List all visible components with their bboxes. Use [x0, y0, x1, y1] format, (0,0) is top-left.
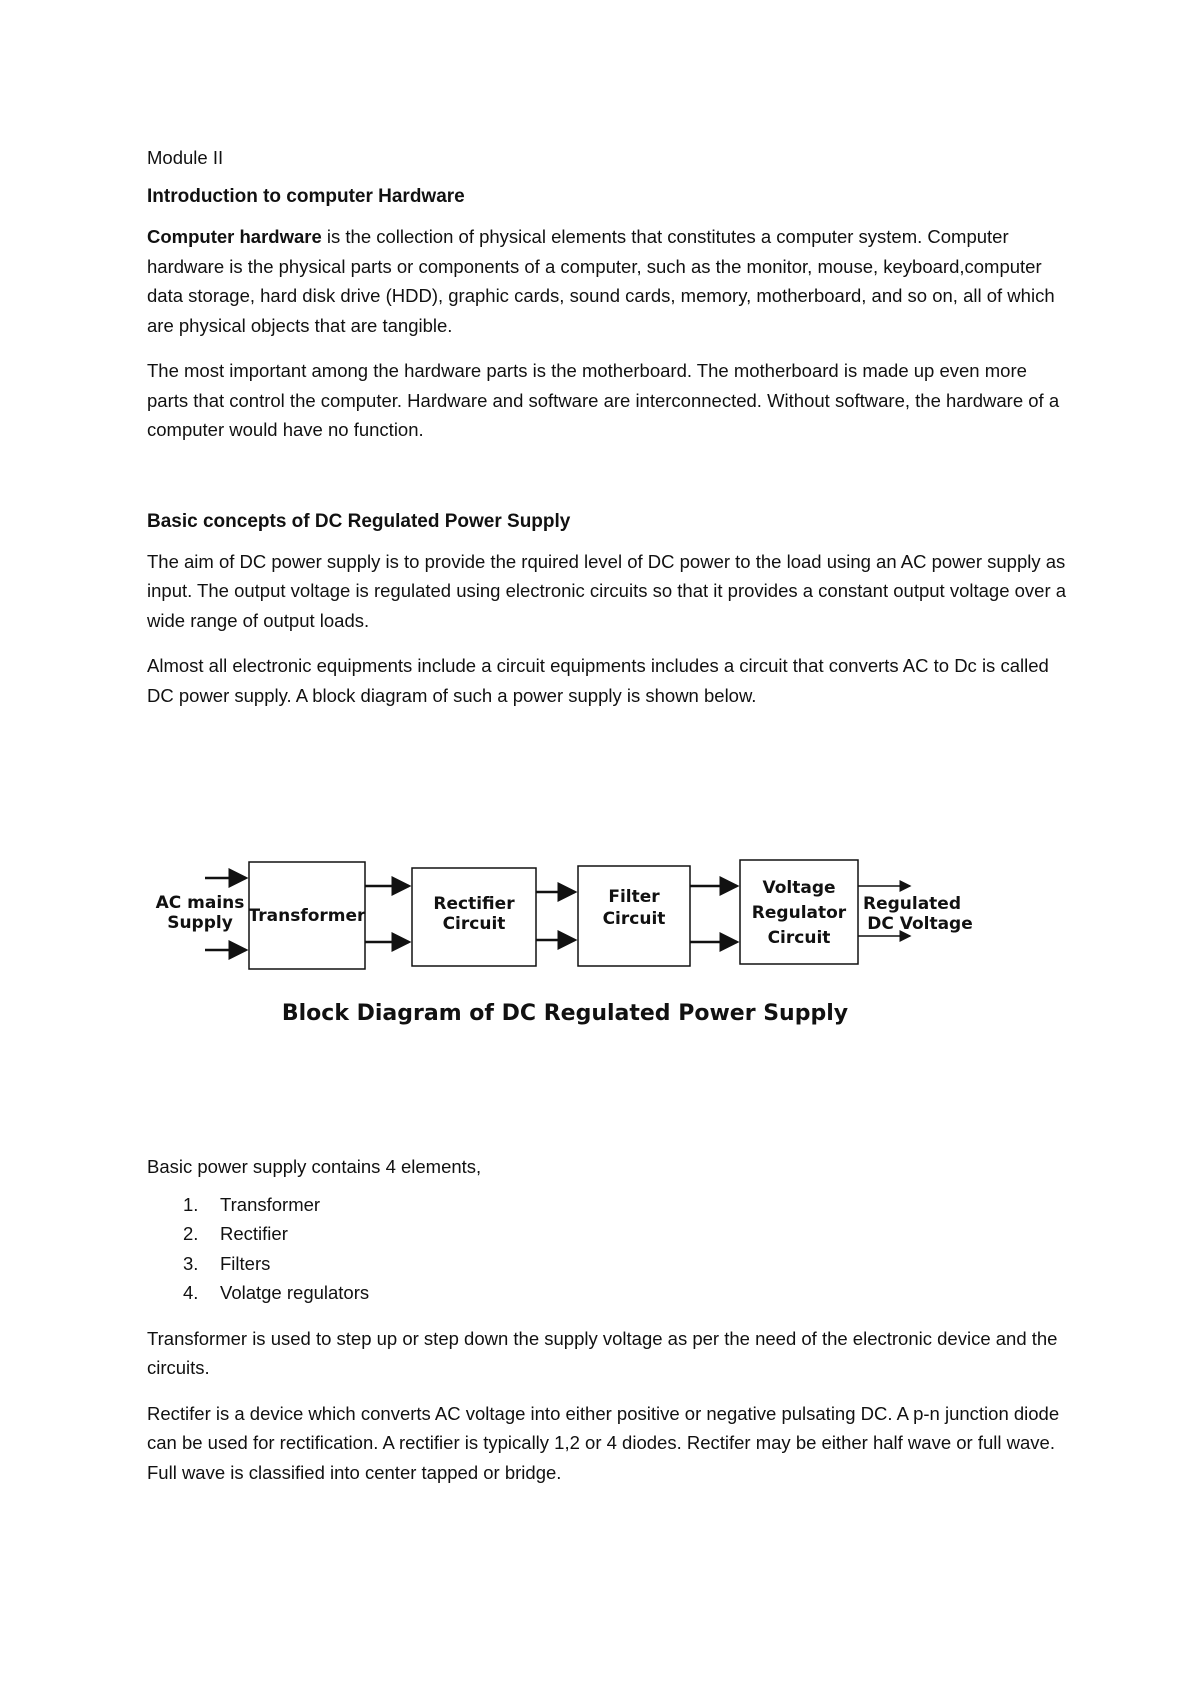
- document-page-lower: [147, 1152, 1067, 1487]
- output-label-line1: Regulated: [862, 894, 962, 914]
- transformer-label: Transformer: [248, 906, 366, 926]
- elements-intro: Basic power supply contains 4 elements,: [147, 1156, 482, 1177]
- rectifier-label-line1: Rectifier: [433, 894, 515, 914]
- list-item: 1. Transformer: [183, 1193, 321, 1215]
- input-label-line1: AC mains: [155, 893, 245, 913]
- list-item: 3. Filters: [183, 1252, 271, 1274]
- block-diagram: [150, 790, 1010, 1080]
- diagram-caption: Block Diagram of DC Regulated Power Supply: [281, 1001, 849, 1026]
- intro-paragraph-2: The most important among the hardware parts is the motherboard. The motherboard is made up even more parts that control the computer. Hardware and software are interconnected. Without software, the hardware of a computer would have no function.: [147, 360, 1060, 440]
- document-page: [147, 146, 1067, 710]
- regulator-label-line3: Circuit: [767, 928, 831, 948]
- regulator-label-line2: Regulator: [751, 903, 847, 923]
- intro-heading: Introduction to computer Hardware: [147, 186, 465, 207]
- rectifier-label-line2: Circuit: [442, 914, 506, 934]
- filter-label-line2: Circuit: [602, 909, 666, 929]
- transformer-paragraph: Transformer is used to step up or step down the supply voltage as per the need of the electronic device and the circuits.: [147, 1327, 1058, 1378]
- regulator-label-line1: Voltage: [762, 878, 836, 898]
- intro-paragraph-1-text: is the collection of physical elements that constitutes a computer system. Computer hardware is the physical parts or components of a computer, such as the monitor, mouse, keyboard,computer data storage, hard disk drive (HDD), graphic cards, sound cards, memory, motherboard, and so on, all of which are physical objects that are tangible.: [147, 226, 1055, 336]
- rectifier-paragraph: Rectifer is a device which converts AC voltage into either positive or negative pulsating DC. A p-n junction diode can be used for rectification. A rectifier is typically 1,2 or 4 diodes. Rectifer may be either half wave or full wave. Full wave is classified into center tapped or bridge.: [147, 1402, 1060, 1483]
- dc-paragraph-2: Almost all electronic equipments include a circuit equipments includes a circuit that converts AC to Dc is called DC power supply. A block diagram of such a power supply is shown below.: [147, 655, 1049, 706]
- list-item: 4. Volatge regulators: [183, 1282, 370, 1303]
- list-item: 2. Rectifier: [183, 1223, 288, 1244]
- filter-label-line1: Filter: [608, 887, 660, 907]
- intro-paragraph-1: [147, 222, 1067, 340]
- dc-heading: Basic concepts of DC Regulated Power Supply: [147, 510, 571, 532]
- elements-list: [147, 1190, 1067, 1308]
- block-diagram-svg: [150, 790, 1010, 1080]
- output-label-line2: DC Voltage: [867, 914, 973, 934]
- input-label-line2: Supply: [167, 913, 233, 933]
- dc-paragraph-1: The aim of DC power supply is to provide the rquired level of DC power to the load using an AC power supply as input. The output voltage is regulated using electronic circuits so that it provides a constant output voltage over a wide range of output loads.: [147, 550, 1067, 631]
- intro-term: Computer hardware: [147, 226, 322, 247]
- module-label: Module II: [147, 147, 224, 168]
